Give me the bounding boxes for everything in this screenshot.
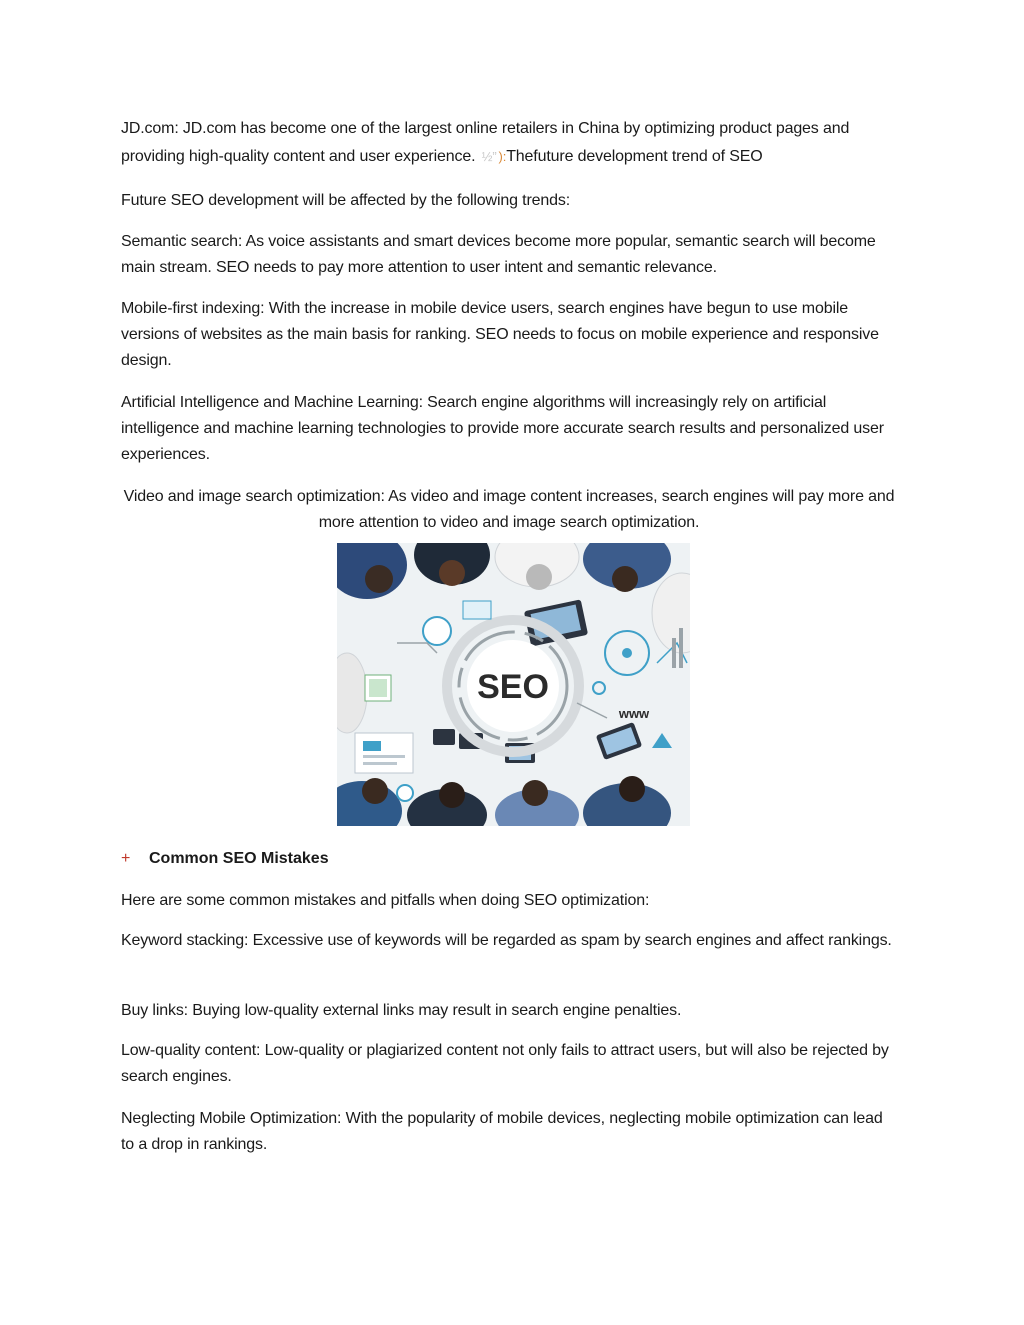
scan-artifact-mark-2: ):	[498, 149, 507, 164]
trend-mobile-first: Mobile-first indexing: With the increase in mobile device users, search engines have begun to use mobile versions of websites as the main basis for ranking. SEO needs to focus on mobile experience and responsive design.	[121, 300, 879, 369]
globe-icon	[423, 617, 451, 645]
mistakes-intro: Here are some common mistakes and pitfalls when doing SEO optimization:	[121, 892, 650, 909]
intro-paragraph	[121, 115, 896, 171]
trend-semantic-search: Semantic search: As voice assistants and smart devices become more popular, semantic search will become main stream. SEO needs to pay more attention to user intent and semantic relevance.	[121, 233, 876, 276]
heading-text: Common SEO Mistakes	[149, 850, 329, 867]
trend-video-image: Video and image search optimization: As video and image content increases, search engines will pay more and more attention to video and image search optimization.	[123, 488, 895, 531]
trends-intro: Future SEO development will be affected by the following trends:	[121, 192, 571, 209]
dashboard-card	[355, 733, 413, 773]
www-label: www	[618, 706, 650, 721]
seo-label: SEO	[477, 668, 549, 706]
bullet-plus-icon: +	[121, 850, 131, 867]
future-trend-heading-text: Thefuture development trend of SEO	[506, 148, 763, 165]
tablet-icon	[433, 729, 455, 745]
mistake-low-quality-content: Low-quality content: Low-quality or plagiarized content not only fails to attract users, but will also be rejected by search engines.	[121, 1042, 889, 1085]
intro-text: JD.com: JD.com has become one of the largest online retailers in China by optimizing product pages and providing high-quality content and user experience.	[121, 120, 850, 165]
mistake-keyword-stacking: Keyword stacking: Excessive use of keywords will be regarded as spam by search engines and affect rankings.	[121, 932, 892, 949]
scan-artifact-mark: ½”	[481, 149, 497, 164]
mistake-buy-links: Buy links: Buying low-quality external links may result in search engine penalties.	[121, 1002, 682, 1019]
seo-illustration-svg	[337, 543, 690, 826]
common-seo-mistakes-heading	[121, 846, 329, 872]
mistake-neglecting-mobile: Neglecting Mobile Optimization: With the popularity of mobile devices, neglecting mobile optimization can lead to a drop in rankings.	[121, 1110, 883, 1153]
trend-ai-ml: Artificial Intelligence and Machine Learning: Search engine algorithms will increasingly rely on artificial intelligence and machine learning technologies to provide more accurate search results and personalized user experiences.	[121, 394, 884, 463]
seo-team-illustration	[337, 543, 690, 826]
